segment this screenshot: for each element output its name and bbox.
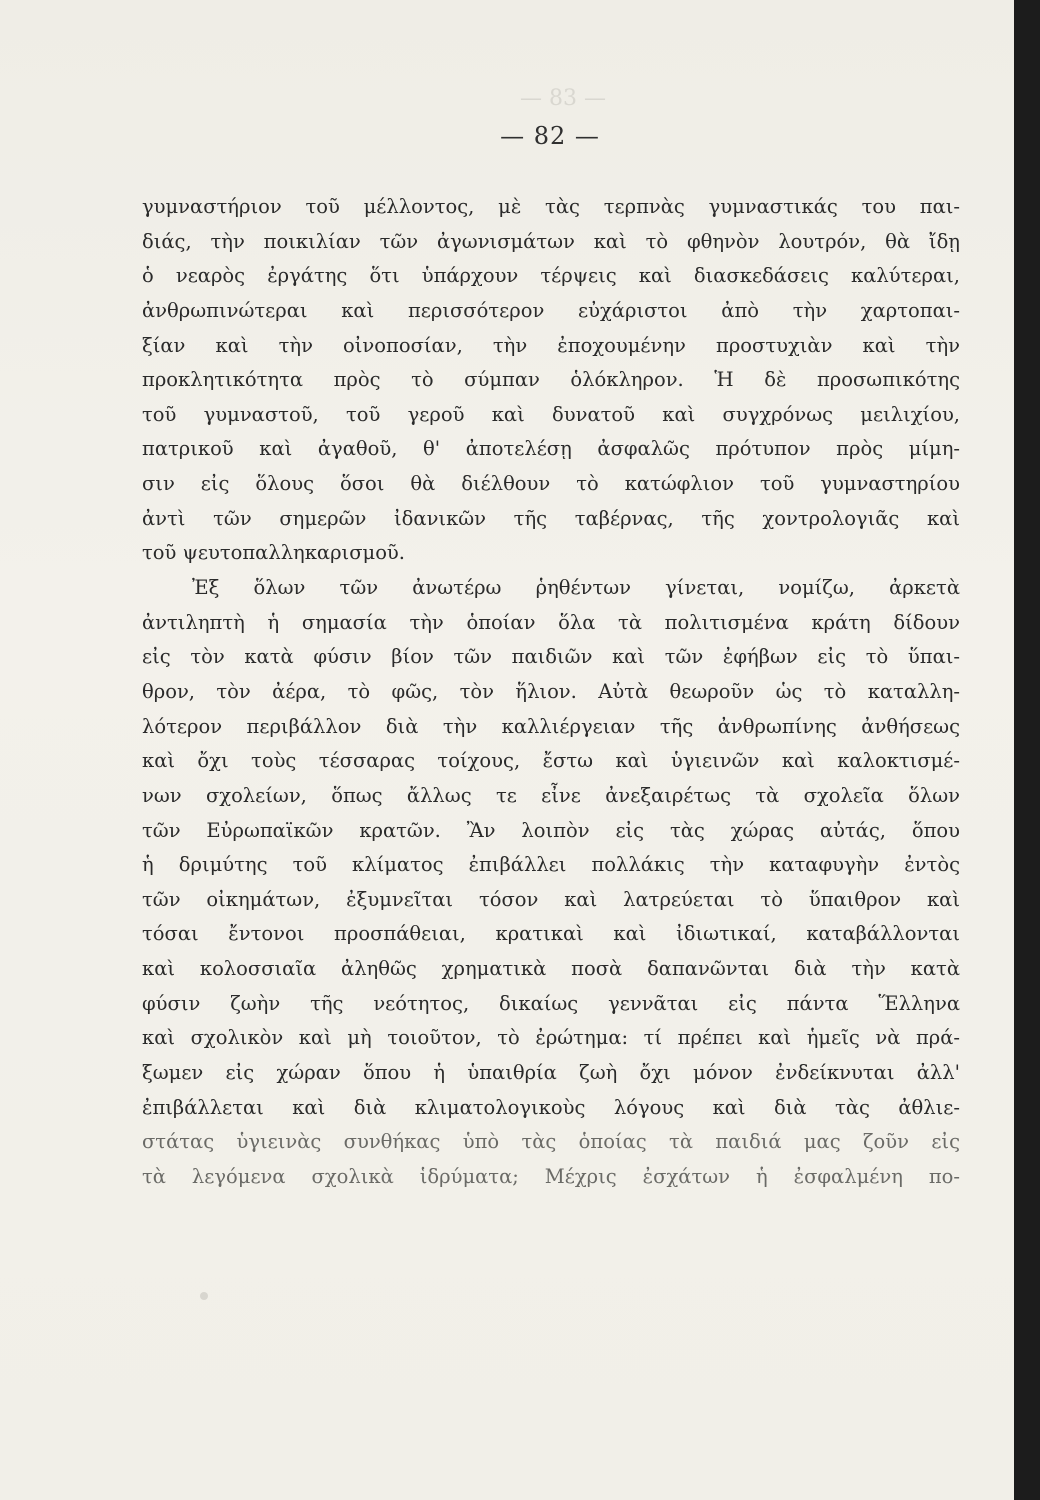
text-line: ξωμεν εἰς χώραν ὅπου ἡ ὑπαιθρία ζωὴ ὄχι μόνον ἐνδείκνυται ἀλλ'	[142, 1061, 960, 1085]
text-line: λότερον περιβάλλον διὰ τὴν καλλιέργειαν τῆς ἀνθρωπίνης ἀνθήσεως	[142, 714, 960, 738]
text-line: ξίαν καὶ τὴν οἰνοποσίαν, τὴν ἐποχουμένην προστυχιὰν καὶ τὴν	[142, 333, 960, 357]
text-line: γυμναστήριον τοῦ μέλλοντος, μὲ τὰς τερπνὰς γυμναστικάς του παι-	[142, 195, 960, 218]
text-line: ἐπιβάλλεται καὶ διὰ κλιματολογικοὺς λόγους καὶ διὰ τὰς ἀθλιε-	[142, 1095, 960, 1119]
text-line: ὁ νεαρὸς ἐργάτης ὅτι ὑπάρχουν τέρψεις καὶ διασκεδάσεις καλύτεραι,	[142, 264, 960, 288]
text-line: καὶ κολοσσιαῖα ἀληθῶς χρηματικὰ ποσὰ δαπανῶνται διὰ τὴν κατὰ	[142, 957, 960, 981]
paragraph-first-line: Ἐξ ὅλων τῶν ἀνωτέρω ῥηθέντων γίνεται, νομίζω, ἀρκετὰ	[192, 576, 960, 600]
text-line: τόσαι ἔντονοι προσπάθειαι, κρατικαὶ καὶ ἰδιωτικαί, καταβάλλονται	[142, 922, 960, 946]
page-number: — 82 —	[500, 122, 600, 150]
text-line: πατρικοῦ καὶ ἀγαθοῦ, θ' ἀποτελέσῃ ἀσφαλῶς πρότυπον πρὸς μίμη-	[142, 437, 960, 461]
text-line: προκλητικότητα πρὸς τὸ σύμπαν ὁλόκληρον. Ἡ δὲ προσωπικότης	[142, 368, 960, 392]
body-text	[142, 190, 960, 1195]
text-line: εἰς τὸν κατὰ φύσιν βίον τῶν παιδιῶν καὶ τῶν ἐφήβων εἰς τὸ ὕπαι-	[142, 645, 960, 669]
text-line: τοῦ γυμναστοῦ, τοῦ γεροῦ καὶ δυνατοῦ καὶ συγχρόνως μειλιχίου,	[142, 402, 960, 426]
paragraph-last-line: τοῦ ψευτοπαλληκαρισμοῦ.	[142, 541, 405, 565]
text-line: καὶ ὄχι τοὺς τέσσαρας τοίχους, ἔστω καὶ ὑγιεινῶν καὶ καλοκτισμέ-	[142, 749, 960, 773]
text-line: νων σχολείων, ὅπως ἄλλως τε εἶνε ἀνεξαιρέτως τὰ σχολεῖα ὅλων	[142, 783, 960, 807]
text-line: φύσιν ζωὴν τῆς νεότητος, δικαίως γεννᾶται εἰς πάντα Ἕλληνα	[142, 991, 960, 1015]
text-line: διάς, τὴν ποικιλίαν τῶν ἀγωνισμάτων καὶ τὸ φθηνὸν λουτρόν, θὰ ἴδῃ	[142, 229, 960, 253]
text-line: στάτας ὑγιεινὰς συνθήκας ὑπὸ τὰς ὁποίας τὰ παιδιά μας ζοῦν εἰς	[142, 1130, 960, 1154]
text-line: ἡ δριμύτης τοῦ κλίματος ἐπιβάλλει πολλάκις τὴν καταφυγὴν ἐντὸς	[142, 853, 960, 877]
paper-speck	[200, 1292, 208, 1300]
text-line: καὶ σχολικὸν καὶ μὴ τοιοῦτον, τὸ ἐρώτημα: τί πρέπει καὶ ἡμεῖς νὰ πρά-	[142, 1026, 960, 1050]
show-through-page-number: — 83 —	[520, 86, 606, 111]
scan-border	[1014, 0, 1040, 1500]
text-line: ἀντὶ τῶν σημερῶν ἰδανικῶν τῆς ταβέρνας, τῆς χοντρολογιᾶς καὶ	[142, 506, 960, 530]
text-line: ἀνθρωπινώτεραι καὶ περισσότερον εὐχάριστοι ἀπὸ τὴν χαρτοπαι-	[142, 298, 960, 322]
text-line: ἀντιληπτὴ ἡ σημασία τὴν ὁποίαν ὅλα τὰ πολιτισμένα κράτη δίδουν	[142, 610, 960, 634]
text-line: θρον, τὸν ἀέρα, τὸ φῶς, τὸν ἥλιον. Αὐτὰ θεωροῦν ὡς τὸ καταλλη-	[142, 679, 960, 703]
text-line: σιν εἰς ὅλους ὅσοι θὰ διέλθουν τὸ κατώφλιον τοῦ γυμναστηρίου	[142, 472, 960, 496]
text-line: τὰ λεγόμενα σχολικὰ ἱδρύματα; Μέχρις ἐσχάτων ἡ ἐσφαλμένη πο-	[142, 1164, 960, 1188]
text-line: τῶν οἰκημάτων, ἐξυμνεῖται τόσον καὶ λατρεύεται τὸ ὕπαιθρον καὶ	[142, 887, 960, 911]
text-line: τῶν Εὐρωπαϊκῶν κρατῶν. Ἂν λοιπὸν εἰς τὰς χώρας αὐτάς, ὅπου	[142, 818, 960, 842]
